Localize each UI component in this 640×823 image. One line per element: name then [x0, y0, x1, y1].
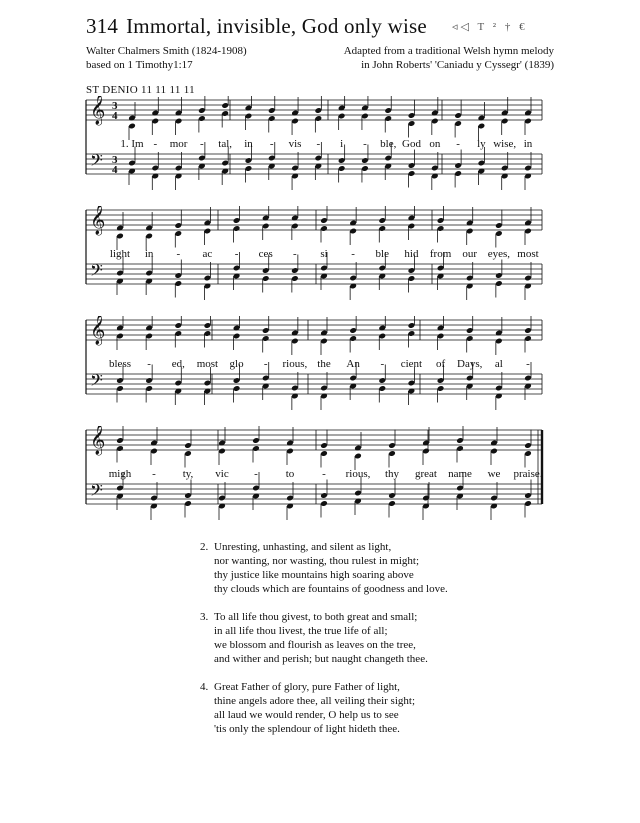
lyric-syllable: -	[153, 138, 158, 150]
treble-clef-icon: 𝄞	[90, 206, 106, 235]
lyric-syllable: -	[456, 138, 460, 150]
verse-line	[200, 694, 448, 708]
lyric-syllable: al	[494, 358, 503, 370]
lyric-syllable: ed,	[171, 358, 185, 370]
verse-line	[200, 568, 448, 582]
lyric-syllable: -	[380, 358, 385, 370]
bass-clef-icon: 𝄢	[90, 260, 103, 284]
lyric-syllable: of	[435, 358, 446, 370]
lyric-syllable: we	[487, 468, 501, 480]
music-credit	[344, 44, 554, 72]
music-source-line-1: Adapted from a traditional Welsh hymn melody	[343, 45, 554, 57]
verse-text: thy clouds which are fountains of goodness and love.	[214, 583, 448, 595]
lyric-syllable: -	[254, 468, 258, 480]
lyric-syllable: eyes,	[487, 248, 510, 260]
lyric-syllable: -	[363, 138, 367, 150]
lyric-syllable: most	[196, 358, 219, 370]
bass-clef-icon: 𝄢	[90, 150, 103, 174]
scripture-reference: based on 1 Timothy1:17	[86, 59, 193, 71]
time-signature-bottom: 4	[112, 110, 118, 122]
lyric-syllable: to	[285, 468, 295, 480]
lyric-syllable: our	[462, 248, 478, 260]
treble-clef-icon: 𝄞	[90, 316, 106, 345]
lyric-syllable: Days,	[457, 358, 483, 370]
music-system-4	[80, 426, 550, 530]
lyric-syllable: most	[517, 248, 539, 260]
lyric-syllable: -	[263, 358, 268, 370]
lyric-syllable: -	[351, 248, 355, 260]
lyric-syllable: vic	[215, 468, 229, 480]
verse-text: Great Father of glory, pure Father of light,	[214, 681, 400, 693]
verse-text: nor wanting, nor wasting, thou rulest in might;	[214, 555, 420, 567]
page-mark: ◃◁ T ² † €	[452, 21, 528, 33]
lyric-syllable: in	[244, 138, 253, 150]
verse-text: we blossom and flourish as leaves on the tree,	[214, 639, 416, 651]
lyric-syllable: ces	[258, 248, 273, 260]
time-signature-top: 3	[112, 100, 118, 112]
verse-block	[200, 540, 448, 596]
verse-line	[200, 582, 448, 596]
lyric-syllable: An	[346, 358, 360, 370]
lyric-syllable: migh	[108, 468, 132, 480]
verse-line	[200, 540, 448, 554]
time-signature-bottom: 4	[112, 164, 118, 176]
lyric-syllable: -	[316, 138, 321, 150]
lyric-syllable: i	[340, 138, 344, 150]
music-source-line-2: in John Roberts' 'Caniadu y Cyssegr' (1839)	[361, 59, 554, 71]
lyric-syllable: ty,	[182, 468, 194, 480]
verse-text: in all life thou livest, the true life of all;	[214, 625, 388, 637]
lyric-syllable: hid	[404, 248, 419, 260]
treble-clef-icon: 𝄞	[90, 426, 106, 455]
bass-clef-icon: 𝄢	[90, 370, 103, 394]
lyric-syllable: name	[448, 468, 472, 480]
treble-clef-icon: 𝄞	[90, 96, 106, 125]
verse-text: thine angels adore thee, all veiling their sight;	[214, 695, 415, 707]
verse-line	[200, 554, 448, 568]
verse-line	[200, 638, 448, 652]
lyric-syllable: great	[415, 468, 437, 480]
tune-name: ST DENIO 11 11 11 11	[86, 84, 195, 96]
lyric-syllable: on	[429, 138, 441, 150]
lyric-syllable: -	[176, 248, 181, 260]
lyric-syllable: wise,	[493, 138, 517, 150]
lyric-syllable: in	[523, 138, 533, 150]
verse-text: To all life thou givest, to both great and small;	[214, 611, 418, 623]
lyric-syllable: in	[144, 248, 154, 260]
lyric-syllable: bless	[109, 358, 131, 370]
lyric-syllable: ly	[477, 138, 486, 150]
lyric-syllable: -	[234, 248, 239, 260]
lyric-syllable: glo	[229, 358, 244, 370]
lyric-syllable: -	[526, 358, 530, 370]
lyric-syllable: ble	[375, 248, 390, 260]
bass-clef-icon: 𝄢	[90, 480, 103, 504]
verse-line	[200, 722, 448, 736]
time-signature-top: 3	[112, 154, 118, 166]
lyric-syllable: 1. Im	[120, 138, 144, 150]
lyric-syllable: -	[269, 138, 274, 150]
music-system-2	[80, 206, 550, 310]
verse-line	[200, 680, 448, 694]
lyric-syllable: -	[322, 468, 326, 480]
lyric-syllable: rious,	[345, 468, 371, 480]
lyric-syllable: God	[402, 138, 421, 150]
verse-text: and wither and perish; but naught changeth thee.	[214, 653, 428, 665]
hymn-number: 314	[86, 14, 119, 38]
music-system-1	[80, 96, 550, 200]
hymn-name: Immortal, invisible, God only wise	[126, 14, 427, 38]
verse-line	[200, 652, 448, 666]
verse-line	[200, 708, 448, 722]
lyric-syllable: -	[293, 248, 297, 260]
lyric-syllable: -	[200, 138, 204, 150]
lyric-syllable: praise.	[513, 468, 543, 480]
score-staves	[80, 426, 550, 530]
lyric-syllable: from	[429, 248, 452, 260]
verse-line	[200, 610, 448, 624]
lyric-syllable: si	[320, 248, 328, 260]
verse-text: all laud we would render, O help us to see	[214, 709, 399, 721]
lyric-syllable: thy	[384, 468, 400, 480]
words-author: Walter Chalmers Smith (1824-1908)	[86, 45, 247, 57]
verse-text: Unresting, unhasting, and silent as light,	[214, 541, 392, 553]
lyric-syllable: the	[317, 358, 331, 370]
lyric-syllable: ble,	[380, 138, 397, 150]
lyric-syllable: light	[109, 248, 131, 260]
words-credit	[86, 44, 247, 72]
music-system-3	[80, 316, 550, 420]
additional-verses	[200, 540, 448, 750]
lyric-syllable: ac	[202, 248, 213, 260]
verse-number: 3.	[200, 611, 209, 623]
lyric-syllable: rious,	[282, 358, 308, 370]
verse-block	[200, 610, 448, 666]
verse-line	[200, 624, 448, 638]
lyric-syllable: -	[152, 468, 156, 480]
lyric-syllable: -	[147, 358, 151, 370]
lyric-syllable: mor	[169, 138, 188, 150]
verse-number: 2.	[200, 541, 209, 553]
verse-text: thy justice like mountains high soaring above	[214, 569, 414, 581]
verse-number: 4.	[200, 681, 209, 693]
lyric-syllable: tal,	[218, 138, 233, 150]
verse-block	[200, 680, 448, 736]
verse-text: 'tis only the splendour of light hideth thee.	[214, 723, 400, 735]
lyric-syllable: vis	[288, 138, 302, 150]
lyric-syllable: cient	[400, 358, 423, 370]
